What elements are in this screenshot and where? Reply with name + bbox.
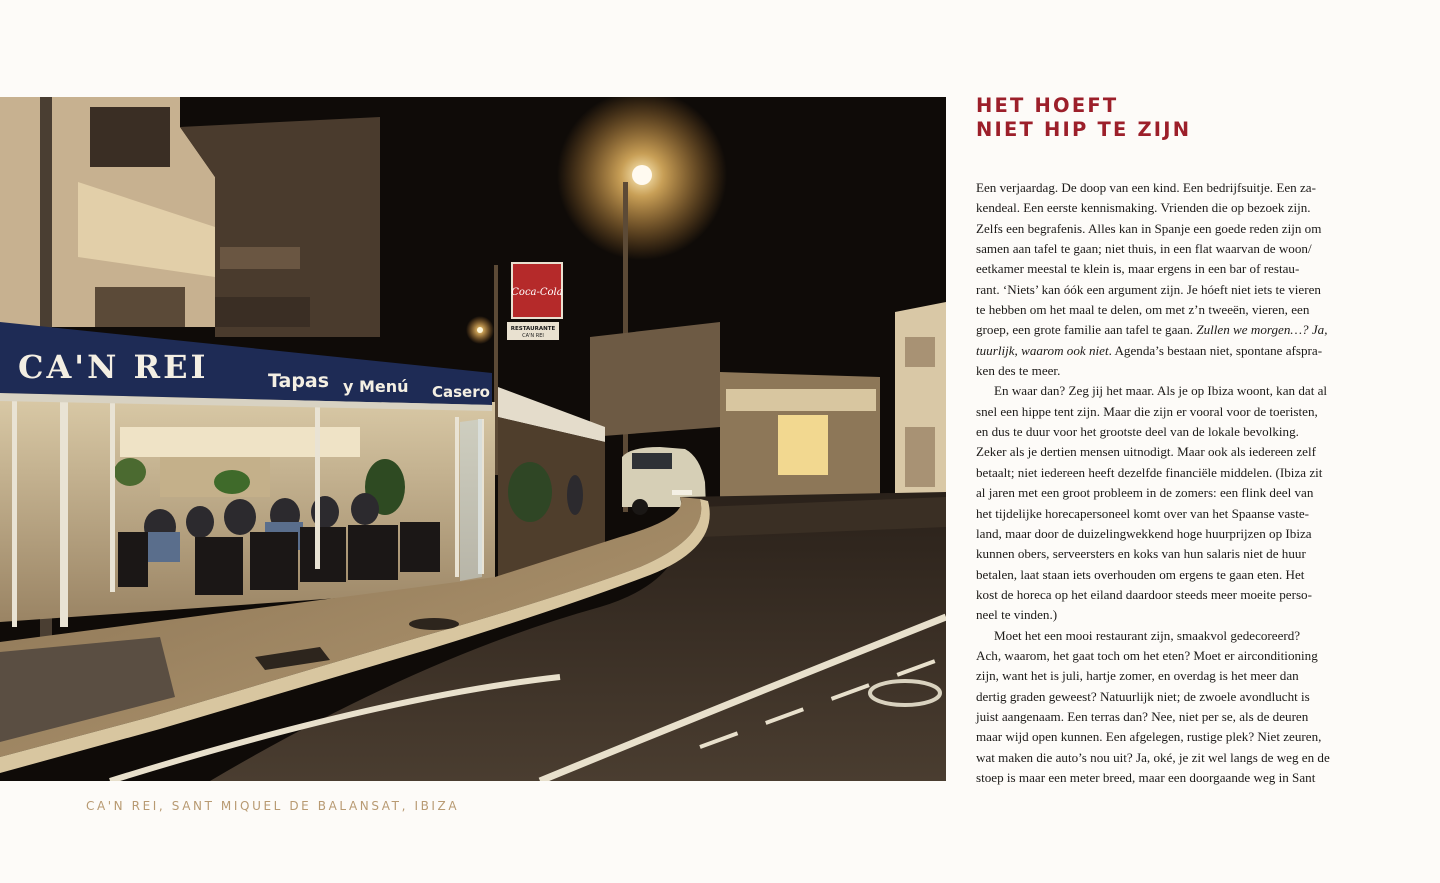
text-line bbox=[976, 666, 1356, 686]
text-line bbox=[976, 707, 1356, 727]
text-segment: Moet het een mooi restaurant zijn, smaakvol gedecoreerd? bbox=[994, 627, 1301, 643]
text-segment: snel een hippe tent zijn. Maar die zijn er vooral voor de toeristen, bbox=[976, 403, 1318, 419]
text-segment: groep, een grote familie aan tafel te gaan. bbox=[976, 322, 1197, 338]
sign-casero-text: Casero bbox=[432, 383, 490, 401]
section-heading bbox=[976, 94, 1191, 142]
text-segment: neel te vinden.) bbox=[976, 607, 1058, 623]
heading-line-2: NIET HIP TE ZIJN bbox=[976, 118, 1192, 141]
text-segment: maar wijd open kunnen. Een afgelegen, rustige plek? Niet zeuren, bbox=[976, 729, 1322, 745]
text-segment: en dus te duur voor het grootste deel van de lokale bevolking. bbox=[976, 424, 1299, 440]
restaurant-sign-line-2: CA'N REI bbox=[522, 333, 544, 339]
sign-tapas-text: Tapas bbox=[268, 370, 330, 392]
text-line bbox=[976, 259, 1356, 279]
text-line bbox=[976, 239, 1356, 259]
text-segment: al jaren met een groot probleem in de zomers: een flink deel van bbox=[976, 485, 1314, 501]
text-line bbox=[976, 727, 1356, 747]
text-line bbox=[976, 280, 1356, 300]
sign-main-text: CA'N REI bbox=[18, 348, 209, 386]
text-segment: kendeal. Een eerste kennismaking. Vrienden die op bezoek zijn. bbox=[976, 200, 1311, 216]
text-line bbox=[976, 524, 1356, 544]
text-segment: stoep is maar een meter breed, maar een doorgaande weg in Sant bbox=[976, 769, 1316, 785]
restaurant-photo bbox=[0, 97, 946, 781]
italic-text: tuurlijk, waarom ook niet bbox=[976, 342, 1109, 358]
text-line bbox=[976, 320, 1356, 340]
text-segment: Zelfs een begrafenis. Alles kan in Spanje een goede reden zijn om bbox=[976, 220, 1322, 236]
text-segment: land, maar door de duizelingwekkend hoge huurprijzen op Ibiza bbox=[976, 525, 1312, 541]
text-line bbox=[976, 504, 1356, 524]
text-line bbox=[976, 361, 1356, 381]
text-line bbox=[976, 442, 1356, 462]
text-line bbox=[976, 463, 1356, 483]
text-segment: Ach, waarom, het gaat toch om het eten? Moet er airconditioning bbox=[976, 647, 1318, 663]
text-segment: En waar dan? Zeg jij het maar. Als je op Ibiza woont, kan dat al bbox=[994, 383, 1328, 399]
text-segment: kost de horeca op het eiland daardoor steeds meer moeite perso- bbox=[976, 586, 1312, 602]
text-line bbox=[976, 198, 1356, 218]
night-street-scene bbox=[0, 97, 946, 781]
sign-menu-text: y Menú bbox=[343, 377, 409, 396]
text-segment: betalen, laat staan iets overhouden om ergens te gaan eten. Het bbox=[976, 566, 1305, 582]
coca-cola-sign-text: Coca-Cola bbox=[511, 287, 563, 298]
text-segment: . Agenda’s bestaan niet, spontane afspra- bbox=[1108, 342, 1323, 358]
text-segment: Zeker als je dertien mensen uitnodigt. Maar ook als iedereen zelf bbox=[976, 444, 1316, 460]
text-line bbox=[976, 178, 1356, 198]
text-line bbox=[976, 687, 1356, 707]
text-line bbox=[976, 483, 1356, 503]
text-segment: wat maken die auto’s nou uit? Ja, oké, je zit wel langs de weg en de bbox=[976, 749, 1330, 765]
text-line bbox=[976, 341, 1356, 361]
text-line bbox=[976, 422, 1356, 442]
text-line bbox=[976, 585, 1356, 605]
text-line bbox=[976, 544, 1356, 564]
text-line bbox=[976, 565, 1356, 585]
distant-building bbox=[590, 322, 720, 437]
photo-caption: CA'N REI, SANT MIQUEL DE BALANSAT, IBIZA bbox=[86, 799, 460, 813]
text-line bbox=[976, 300, 1356, 320]
text-segment: het tijdelijke horecapersoneel komt over van het Spaanse vaste- bbox=[976, 505, 1310, 521]
text-segment: dertig graden geweest? Natuurlijk niet; de zwoele avondlucht is bbox=[976, 688, 1310, 704]
text-segment: eetkamer meestal te klein is, maar ergens in een bar of restau- bbox=[976, 261, 1300, 277]
text-line bbox=[976, 646, 1356, 666]
text-segment: juist aangenaam. Een terras dan? Nee, niet per se, als de deuren bbox=[976, 708, 1309, 724]
italic-text: Zullen we morgen…? Ja, bbox=[1196, 322, 1328, 338]
text-segment: kunnen obers, serveersters en koks van hun salaris niet de huur bbox=[976, 546, 1306, 562]
text-line bbox=[976, 748, 1356, 768]
text-segment: te hebben om het maal te delen, om met z’n tweeën, vieren, een bbox=[976, 302, 1310, 318]
text-segment: ken des te meer. bbox=[976, 363, 1061, 379]
text-line bbox=[976, 605, 1356, 625]
text-segment: rant. ‘Niets’ kan óók een argument zijn. Je hóeft niet iets te vieren bbox=[976, 281, 1321, 297]
restaurant-sign-line-1: RESTAURANTE bbox=[510, 326, 556, 332]
text-line bbox=[976, 219, 1356, 239]
text-line bbox=[976, 381, 1356, 401]
text-segment: zijn, want het is juli, hartje zomer, en overdag is het meer dan bbox=[976, 668, 1299, 684]
text-line bbox=[976, 402, 1356, 422]
text-line bbox=[976, 768, 1356, 788]
article-body bbox=[976, 178, 1356, 788]
text-segment: Een verjaardag. De doop van een kind. Een bedrijfsuitje. Een za- bbox=[976, 180, 1316, 195]
heading-line-1: HET HOEFT bbox=[976, 94, 1119, 117]
text-segment: betaalt; niet iedereen heeft dezelfde financiële middelen. (Ibiza zit bbox=[976, 464, 1323, 480]
text-segment: samen aan tafel te gaan; niet thuis, in een flat waarvan de woon/ bbox=[976, 241, 1312, 257]
text-line bbox=[976, 626, 1356, 646]
